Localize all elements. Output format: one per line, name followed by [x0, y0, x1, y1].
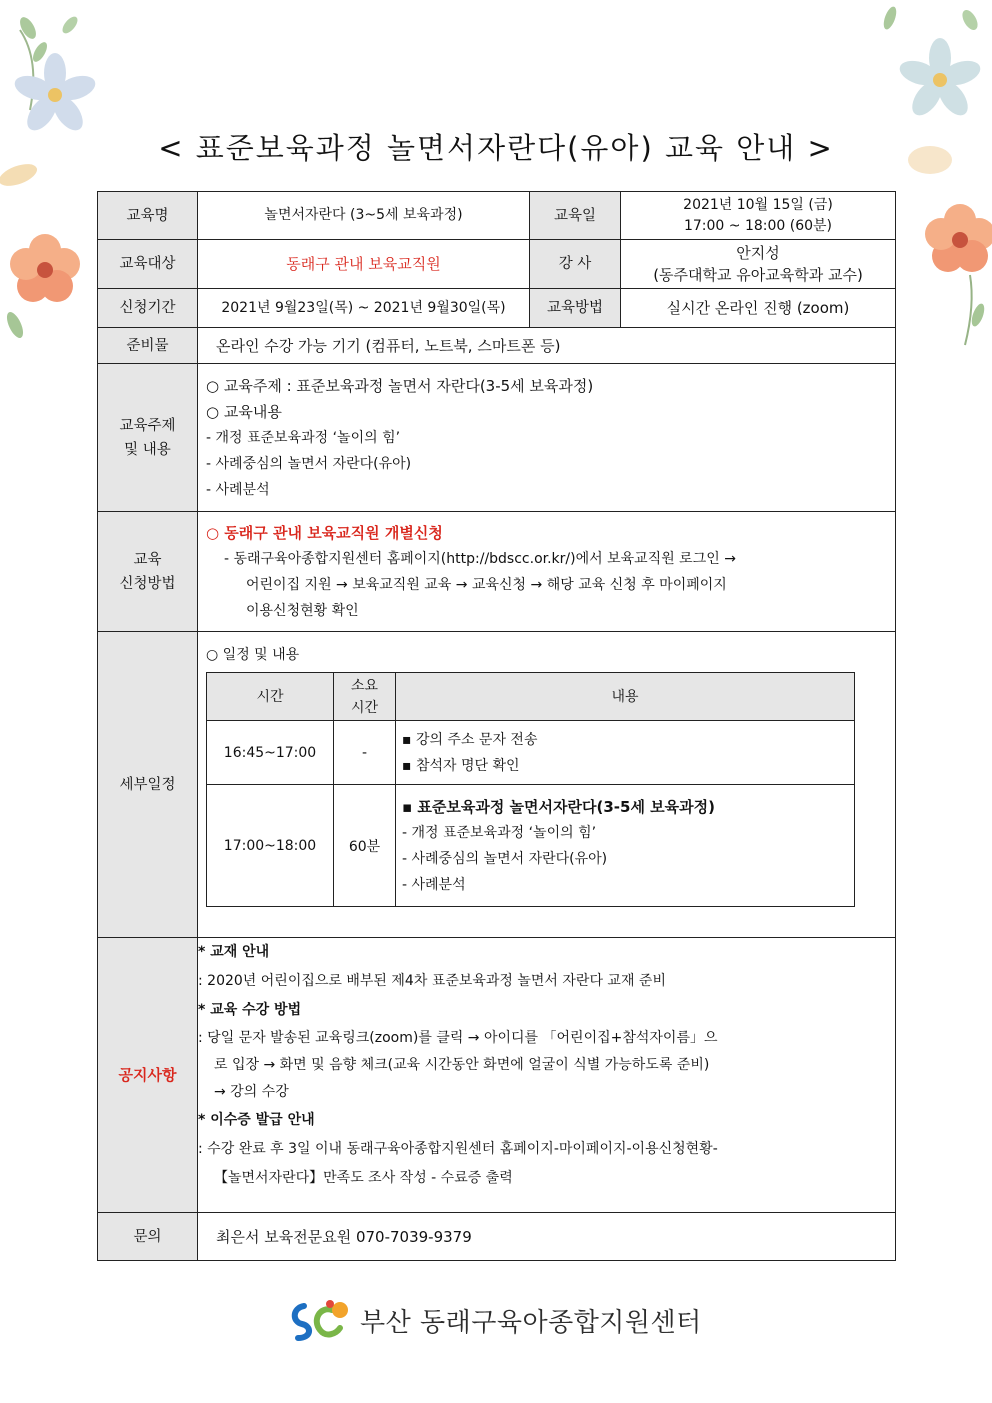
- schedule-line: - 개정 표준보육과정 ‘놀이의 힘’: [402, 824, 597, 841]
- row-apply-period: [98, 289, 896, 328]
- notice-heading-textbook: * 교재 안내: [198, 944, 270, 960]
- topic-line-content-head: ○ 교육내용: [206, 402, 282, 421]
- flower-decoration-left-icon: [0, 215, 100, 355]
- schedule-col-content: 내용: [396, 673, 855, 721]
- schedule-time: 16:45~17:00: [207, 721, 334, 785]
- contact-value: 최은서 보육전문요원 070-7039-9379: [198, 1213, 896, 1261]
- row-prep: [98, 328, 896, 364]
- notice-text-certificate-2: 【놀면서자란다】만족도 조사 작성 - 수료증 출력: [214, 1170, 513, 1186]
- topic-line-2: - 사례중심의 놀면서 자란다(유아): [206, 455, 412, 472]
- schedule-col-duration: [334, 673, 396, 721]
- row-target: [98, 240, 896, 289]
- contact-label: 문의: [98, 1213, 198, 1261]
- topic-line-subject: ○ 교육주제 : 표준보육과정 놀면서 자란다(3-5세 보육과정): [206, 376, 594, 395]
- row-notice: [98, 938, 896, 1213]
- apply-method-label-line2: 신청방법: [119, 575, 176, 592]
- topic-label-line1: 교육주제: [119, 417, 176, 434]
- schedule-line: ▪ 표준보육과정 놀면서자란다(3-5세 보육과정): [402, 797, 715, 816]
- schedule-line: ▪ 참석자 명단 확인: [402, 757, 520, 774]
- schedule-time: 17:00~18:00: [207, 785, 334, 907]
- table-row: [207, 721, 855, 785]
- edu-date-line2: 17:00 ~ 18:00 (60분): [683, 217, 833, 234]
- table-row: [207, 785, 855, 907]
- notice-heading-certificate: * 이수증 발급 안내: [198, 1112, 315, 1128]
- flower-decoration-right-icon: [900, 195, 992, 365]
- notice-label: 공지사항: [98, 938, 198, 1213]
- notice-text-method-2: 로 입장 → 화면 및 음향 체크(교육 시간동안 화면에 얼굴이 식별 가능하도록 준비): [214, 1057, 710, 1073]
- apply-method-line-3: 이용신청현황 확인: [246, 602, 359, 619]
- schedule-header-row: [207, 673, 855, 721]
- target-value: 동래구 관내 보육교직원: [198, 240, 530, 289]
- lecturer-label: 강 사: [530, 240, 621, 289]
- apply-period-label: 신청기간: [98, 289, 198, 328]
- notice-text-textbook: : 2020년 어린이집으로 배부된 제4차 표준보육과정 놀면서 자란다 교재 준비: [198, 973, 666, 989]
- edu-date-label: 교육일: [530, 192, 621, 240]
- schedule-col-time: 시간: [207, 673, 334, 721]
- lecturer-name: 안지성: [736, 244, 780, 262]
- apply-method-line-1: - 동래구육아종합지원센터 홈페이지(http://bdscc.or.kr/)에서 보육교직원 로그인 →: [224, 550, 736, 567]
- apply-method-label: [98, 512, 198, 632]
- schedule-line: ▪ 강의 주소 문자 전송: [402, 731, 538, 748]
- edu-name-value: 놀면서자란다 (3~5세 보육과정): [198, 192, 530, 240]
- notice-heading-method: * 교육 수강 방법: [198, 1002, 302, 1018]
- prep-label: 준비물: [98, 328, 198, 364]
- row-apply-method: [98, 512, 896, 632]
- notice-text-method-1: : 당일 문자 발송된 교육링크(zoom)를 클릭 → 아이디를 「어린이집+참석자이름」으: [198, 1030, 718, 1046]
- flower-decoration-top-left-icon: [0, 0, 160, 210]
- method-value: 실시간 온라인 진행 (zoom): [621, 289, 896, 328]
- topic-content: [198, 364, 896, 512]
- schedule-table: [206, 672, 855, 907]
- row-contact: [98, 1213, 896, 1261]
- lecturer-value: [621, 240, 896, 289]
- lecturer-affiliation: (동주대학교 유아교육학과 교수): [653, 266, 863, 284]
- schedule-line: - 사례중심의 놀면서 자란다(유아): [402, 850, 608, 867]
- schedule-line: - 사례분석: [402, 876, 466, 893]
- edu-date-value: [621, 192, 896, 240]
- center-logo-icon: [290, 1298, 352, 1342]
- schedule-content-cell: [396, 785, 855, 907]
- apply-method-label-line1: 교육: [133, 551, 162, 568]
- schedule-col-duration-line2: 시간: [350, 699, 379, 716]
- apply-method-content: [198, 512, 896, 632]
- edu-name-label: 교육명: [98, 192, 198, 240]
- apply-method-head: ○ 동래구 관내 보육교직원 개별신청: [206, 523, 443, 542]
- schedule-col-duration-line1: 소요: [350, 677, 379, 694]
- edu-date-line1: 2021년 10월 15일 (금): [683, 196, 833, 213]
- target-label: 교육대상: [98, 240, 198, 289]
- schedule-head: ○ 일정 및 내용: [206, 647, 300, 663]
- prep-value: 온라인 수강 가능 기기 (컴퓨터, 노트북, 스마트폰 등): [198, 328, 896, 364]
- row-topic: [98, 364, 896, 512]
- topic-label-line2: 및 내용: [124, 441, 171, 458]
- schedule-content: [198, 632, 896, 938]
- topic-line-3: - 사례분석: [206, 481, 270, 498]
- footer-logo: [290, 1298, 702, 1342]
- schedule-content-cell: [396, 721, 855, 785]
- info-table: [97, 191, 896, 1261]
- schedule-label: 세부일정: [98, 632, 198, 938]
- row-edu-name: [98, 192, 896, 240]
- method-label: 교육방법: [530, 289, 621, 328]
- notice-text-method-3: → 강의 수강: [214, 1084, 289, 1100]
- notice-text-certificate-1: : 수강 완료 후 3일 이내 동래구육아종합지원센터 홈페이지-마이페이지-이용신청현황-: [198, 1141, 718, 1157]
- schedule-duration: -: [334, 721, 396, 785]
- apply-method-line-2: 어린이집 지원 → 보육교직원 교육 → 교육신청 → 해당 교육 신청 후 마이페이지: [246, 576, 727, 593]
- footer-org-name: 부산 동래구육아종합지원센터: [360, 1307, 702, 1338]
- row-schedule: [98, 632, 896, 938]
- topic-label: [98, 364, 198, 512]
- apply-period-value: 2021년 9월23일(목) ~ 2021년 9월30일(목): [198, 289, 530, 328]
- topic-line-1: - 개정 표준보육과정 ‘놀이의 힘’: [206, 429, 401, 446]
- schedule-duration: 60분: [334, 785, 396, 907]
- page-title: < 표준보육과정 놀면서자란다(유아) 교육 안내 >: [158, 131, 834, 165]
- notice-content: [198, 938, 896, 1213]
- flower-decoration-top-right-icon: [860, 0, 992, 200]
